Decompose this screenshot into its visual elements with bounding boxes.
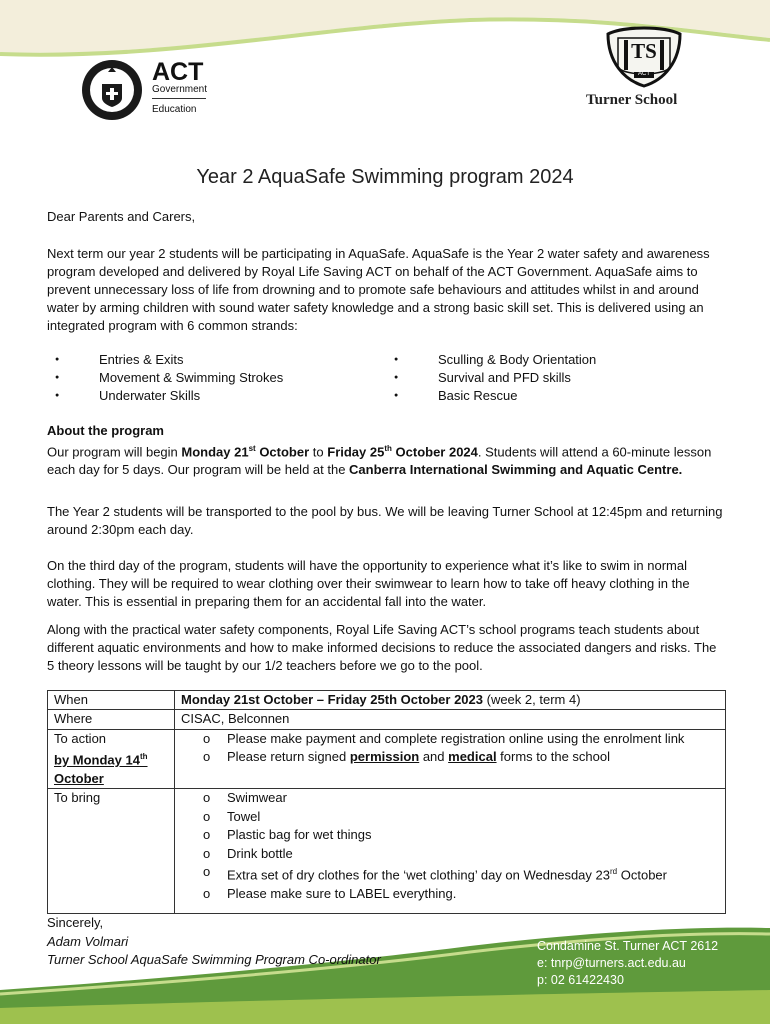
action-label-cell: [48, 729, 175, 789]
list-item: o Towel: [181, 808, 719, 826]
about-paragraph-dates: [47, 440, 727, 479]
theory-paragraph: Along with the practical water safety components, Royal Life Saving ACT’s school programs teach students about different aquatic environments and how to make informed decisions to reduce the associated dangers and risks. The 5 theory lessons will be taught by our 1/2 teachers before we go to the pool.: [47, 622, 717, 673]
list-item: [181, 863, 719, 885]
act-crest-logo: [80, 58, 144, 122]
action-deadline-date: by Monday 14: [54, 752, 140, 768]
signoff-block: [47, 914, 381, 970]
end-date-sup: th: [384, 444, 392, 453]
page-title: Year 2 AquaSafe Swimming program 2024: [196, 166, 574, 188]
clothing-paragraph: On the third day of the program, students will have the opportunity to experience what it’s like to swim in normal clothing. They will be required to wear clothing over their swimwear to learn how to take off heavy clothing in the water. This is essential in preparing them for an accidental fall into the water.: [47, 558, 690, 609]
contact-email[interactable]: e: tnrp@turners.act.edu.au: [537, 956, 686, 970]
transport-paragraph: The Year 2 students will be transported to the pool by bus. We will be leaving Turner School at 12:45pm and returning around 2:30pm each day.: [47, 504, 723, 537]
permission-form-text: permission: [349, 749, 420, 765]
end-month-year: October 2024: [391, 444, 478, 460]
signoff-role: Turner School AquaSafe Swimming Program Co-ordinator: [47, 952, 381, 967]
start-date: Monday 21: [181, 444, 249, 460]
contact-block: [537, 938, 718, 989]
signoff-name: Adam Volmari: [47, 933, 129, 949]
action-deadline-sup: th: [139, 752, 148, 762]
bring-text: Extra set of dry clothes for the ‘wet clothing’ day on Wednesday 23: [227, 867, 610, 883]
table-row: [48, 691, 726, 710]
action-deadline-month: October: [54, 770, 104, 786]
action-items-cell: [175, 729, 726, 789]
list-item: ● Entries & Exits: [47, 351, 283, 369]
list-item: o Swimwear: [181, 789, 719, 807]
list-item: o Drink bottle: [181, 845, 719, 863]
where-value: CISAC, Belconnen: [175, 710, 726, 729]
strands-list-left: [47, 351, 283, 405]
bring-label: To bring: [48, 789, 175, 914]
table-row: [48, 789, 726, 914]
when-label: When: [48, 691, 175, 710]
signoff-closing: Sincerely,: [47, 915, 104, 930]
bring-items-cell: [175, 789, 726, 914]
when-value: [175, 691, 726, 710]
list-item: ● Underwater Skills: [47, 387, 283, 405]
act-wordmark-line2: Education: [152, 104, 197, 115]
list-item: ● Sculling & Body Orientation: [386, 351, 596, 369]
list-item: ● Survival and PFD skills: [386, 369, 596, 387]
action-text: forms to the school: [496, 749, 611, 765]
list-item: o Please make sure to LABEL everything.: [181, 885, 719, 903]
action-label: To action: [54, 730, 107, 746]
school-logo-plate: ACT: [638, 71, 650, 77]
list-item: o Please make payment and complete registration online using the enrolment link: [181, 730, 719, 748]
act-wordmark-big: ACT: [152, 58, 204, 86]
act-wordmark: [152, 60, 206, 116]
about-text: to: [309, 444, 328, 460]
school-name: Turner School: [586, 92, 678, 108]
strands-list-right: [386, 351, 596, 405]
action-text: and: [419, 749, 449, 765]
intro-paragraph: Next term our year 2 students will be participating in AquaSafe. AquaSafe is the Year 2 water safety and awareness program developed and delivered by Royal Life Saving ACT on behalf of the ACT Government. AquaSafe aims to prevent unnecessary loss of life from drowning and to promote safe behaviours and attitudes whilst in and around water by arming children with sound water safety knowledge and a strong basic skill set. This is delivered using an integrated program with 6 common strands:: [47, 246, 710, 333]
when-dates: Monday 21st October – Friday 25th October 2023: [181, 692, 483, 707]
action-deadline: [54, 748, 168, 770]
end-date: Friday 25: [327, 444, 385, 460]
where-label: Where: [48, 710, 175, 729]
program-details-table: [47, 690, 726, 914]
start-month: October: [255, 444, 310, 460]
act-wordmark-line1: Government: [152, 84, 206, 99]
bring-list: [181, 789, 719, 903]
when-term: (week 2, term 4): [483, 692, 581, 707]
table-row: [48, 729, 726, 789]
venue-name: Canberra International Swimming and Aquatic Centre.: [349, 462, 683, 478]
about-heading: About the program: [47, 423, 164, 438]
contact-address: Condamine St. Turner ACT 2612: [537, 939, 719, 953]
bring-sup: rd: [610, 866, 618, 876]
list-item: [181, 748, 719, 766]
school-monogram: TS: [631, 39, 657, 63]
about-text: Our program will begin: [47, 444, 182, 460]
table-row: [48, 710, 726, 729]
start-date-sup: st: [248, 444, 256, 453]
list-item: ● Movement & Swimming Strokes: [47, 369, 283, 387]
list-item: o Plastic bag for wet things: [181, 826, 719, 844]
action-list: [181, 730, 719, 767]
greeting: Dear Parents and Carers,: [47, 209, 196, 224]
about-text: . Students will attend a 60-minute lesson each day for 5 days. Our program will be held at the: [47, 444, 712, 478]
medical-form-text: medical: [448, 749, 497, 765]
action-text: Please return signed: [227, 749, 350, 765]
list-item: ● Basic Rescue: [386, 387, 596, 405]
bring-text: October: [617, 867, 667, 883]
contact-phone: p: 02 61422430: [537, 973, 624, 987]
